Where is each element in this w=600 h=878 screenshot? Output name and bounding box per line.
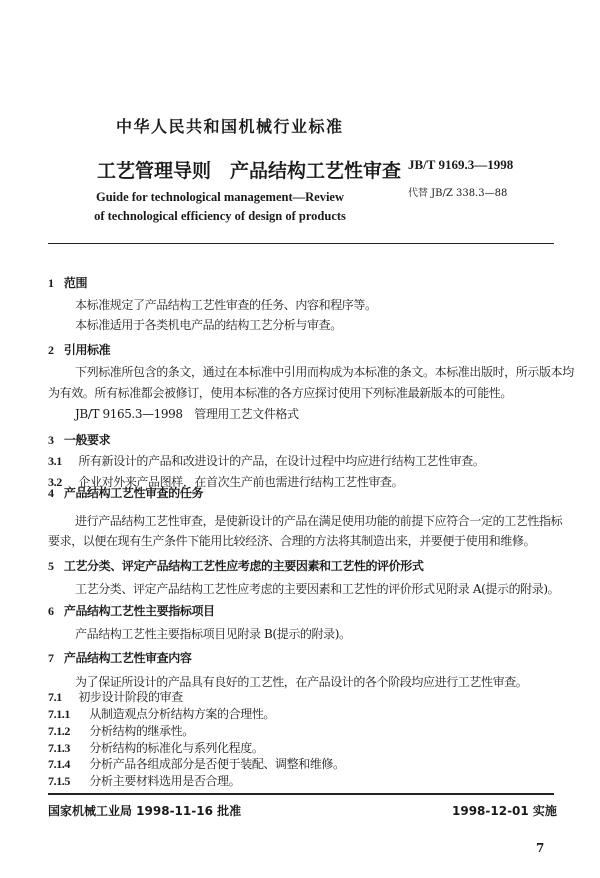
clause-text: 从制造观点分析结构方案的合理性。 — [89, 707, 276, 721]
clause-number: 3.1 — [48, 454, 62, 468]
section-title: 工艺分类、评定产品结构工艺性应考虑的主要因素和工艺性的评价形式 — [63, 559, 424, 573]
section-5-heading — [48, 559, 423, 573]
paragraph: 进行产品结构工艺性审查，是使新设计的产品在满足使用功能的前提下应符合一定的工艺性指标 — [75, 514, 563, 528]
section-number: 1 — [48, 276, 54, 290]
approval-note: 国家机械工业局 1998-11-16 批准 — [48, 804, 242, 818]
section-title: 范围 — [63, 276, 88, 290]
paragraph: 本标准规定了产品结构工艺性审查的任务、内容和程序等。 — [75, 298, 377, 312]
paragraph: 下列标准所包含的条文，通过在本标准中引用而构成为本标准的条文。本标准出版时，所示版本均 — [75, 365, 574, 379]
clause — [48, 741, 263, 755]
paragraph: 工艺分类、评定产品结构工艺性应考虑的主要因素和工艺性的评价形式见附录 A(提示的附录)。 — [75, 582, 560, 596]
referenced-standard: JB/T 9165.3—1998 管理用工艺文件格式 — [75, 407, 299, 421]
clause-number: 7.1.1 — [48, 707, 71, 721]
section-number: 6 — [48, 604, 54, 618]
clause-text: 分析结构的标准化与系列化程度。 — [89, 741, 264, 755]
clause-number: 3.2 — [48, 475, 62, 489]
section-6-heading — [48, 604, 215, 618]
paragraph: 产品结构工艺性主要指标项目见附录 B(提示的附录)。 — [75, 627, 351, 641]
clause-number: 7.1.3 — [48, 741, 71, 755]
clause-text: 分析结构的继承性。 — [89, 724, 194, 738]
clause — [48, 454, 484, 468]
clause-number: 7.1.5 — [48, 774, 71, 788]
paragraph: 为了保证所设计的产品具有良好的工艺性，在产品设计的各个阶段均应进行工艺性审查。 — [75, 675, 528, 689]
clause-text: 企业对外来产品图样，在首次生产前也需进行结构工艺性审查。 — [78, 475, 404, 489]
clause-number: 7.1.4 — [48, 757, 71, 771]
section-number: 7 — [48, 651, 54, 665]
clause — [48, 774, 240, 788]
paragraph: 为有效。所有标准都会被修订，使用本标准的各方应探讨使用下列标准最新版本的可能性。 — [48, 386, 513, 400]
footer-divider — [48, 793, 554, 795]
clause — [48, 757, 345, 771]
clause — [48, 690, 183, 704]
effective-date: 1998-12-01 实施 — [452, 804, 557, 818]
section-number: 2 — [48, 343, 54, 357]
clause-number: 7.1.2 — [48, 724, 71, 738]
page-number: 7 — [536, 841, 544, 855]
section-number: 5 — [48, 559, 54, 573]
section-number: 3 — [48, 433, 54, 447]
section-4-heading — [48, 486, 203, 500]
clause — [48, 724, 194, 738]
header-divider — [48, 243, 554, 244]
section-3-heading — [48, 433, 110, 447]
section-7-heading — [48, 651, 191, 665]
english-title-line2: of technological efficiency of design of products — [94, 209, 346, 223]
paragraph: 本标准适用于各类机电产品的结构工艺分析与审查。 — [75, 318, 342, 332]
clause — [48, 707, 275, 721]
section-title: 产品结构工艺性主要指标项目 — [63, 604, 215, 618]
clause-text: 所有新设计的产品和改进设计的产品，在设计过程中均应进行结构工艺性审查。 — [78, 454, 485, 468]
clause-text: 分析主要材料选用是否合理。 — [89, 774, 241, 788]
org-standard-label: 中华人民共和国机械行业标准 — [116, 117, 344, 136]
section-title: 引用标准 — [63, 343, 111, 357]
clause-text: 初步设计阶段的审查 — [78, 690, 183, 704]
section-1-heading — [48, 276, 87, 290]
clause-text: 分析产品各组成部分是否便于装配、调整和维修。 — [89, 757, 345, 771]
page-title: 工艺管理导则 产品结构工艺性审查 — [97, 160, 402, 182]
clause-number: 7.1 — [48, 690, 62, 704]
section-number: 4 — [48, 486, 54, 500]
section-title: 一般要求 — [63, 433, 111, 447]
replaces-note: 代替 JB/Z 338.3—88 — [408, 188, 508, 199]
section-2-heading — [48, 343, 110, 357]
standard-number: JB/T 9169.3—1998 — [408, 157, 514, 172]
section-title: 产品结构工艺性审查内容 — [63, 651, 192, 665]
paragraph: 要求，以便在现有生产条件下能用比较经济、合理的方法将其制造出来，并要便于使用和维修。 — [48, 534, 536, 548]
section-title: 产品结构工艺性审查的任务 — [63, 486, 204, 500]
english-title-line1: Guide for technological management—Review — [96, 190, 344, 204]
